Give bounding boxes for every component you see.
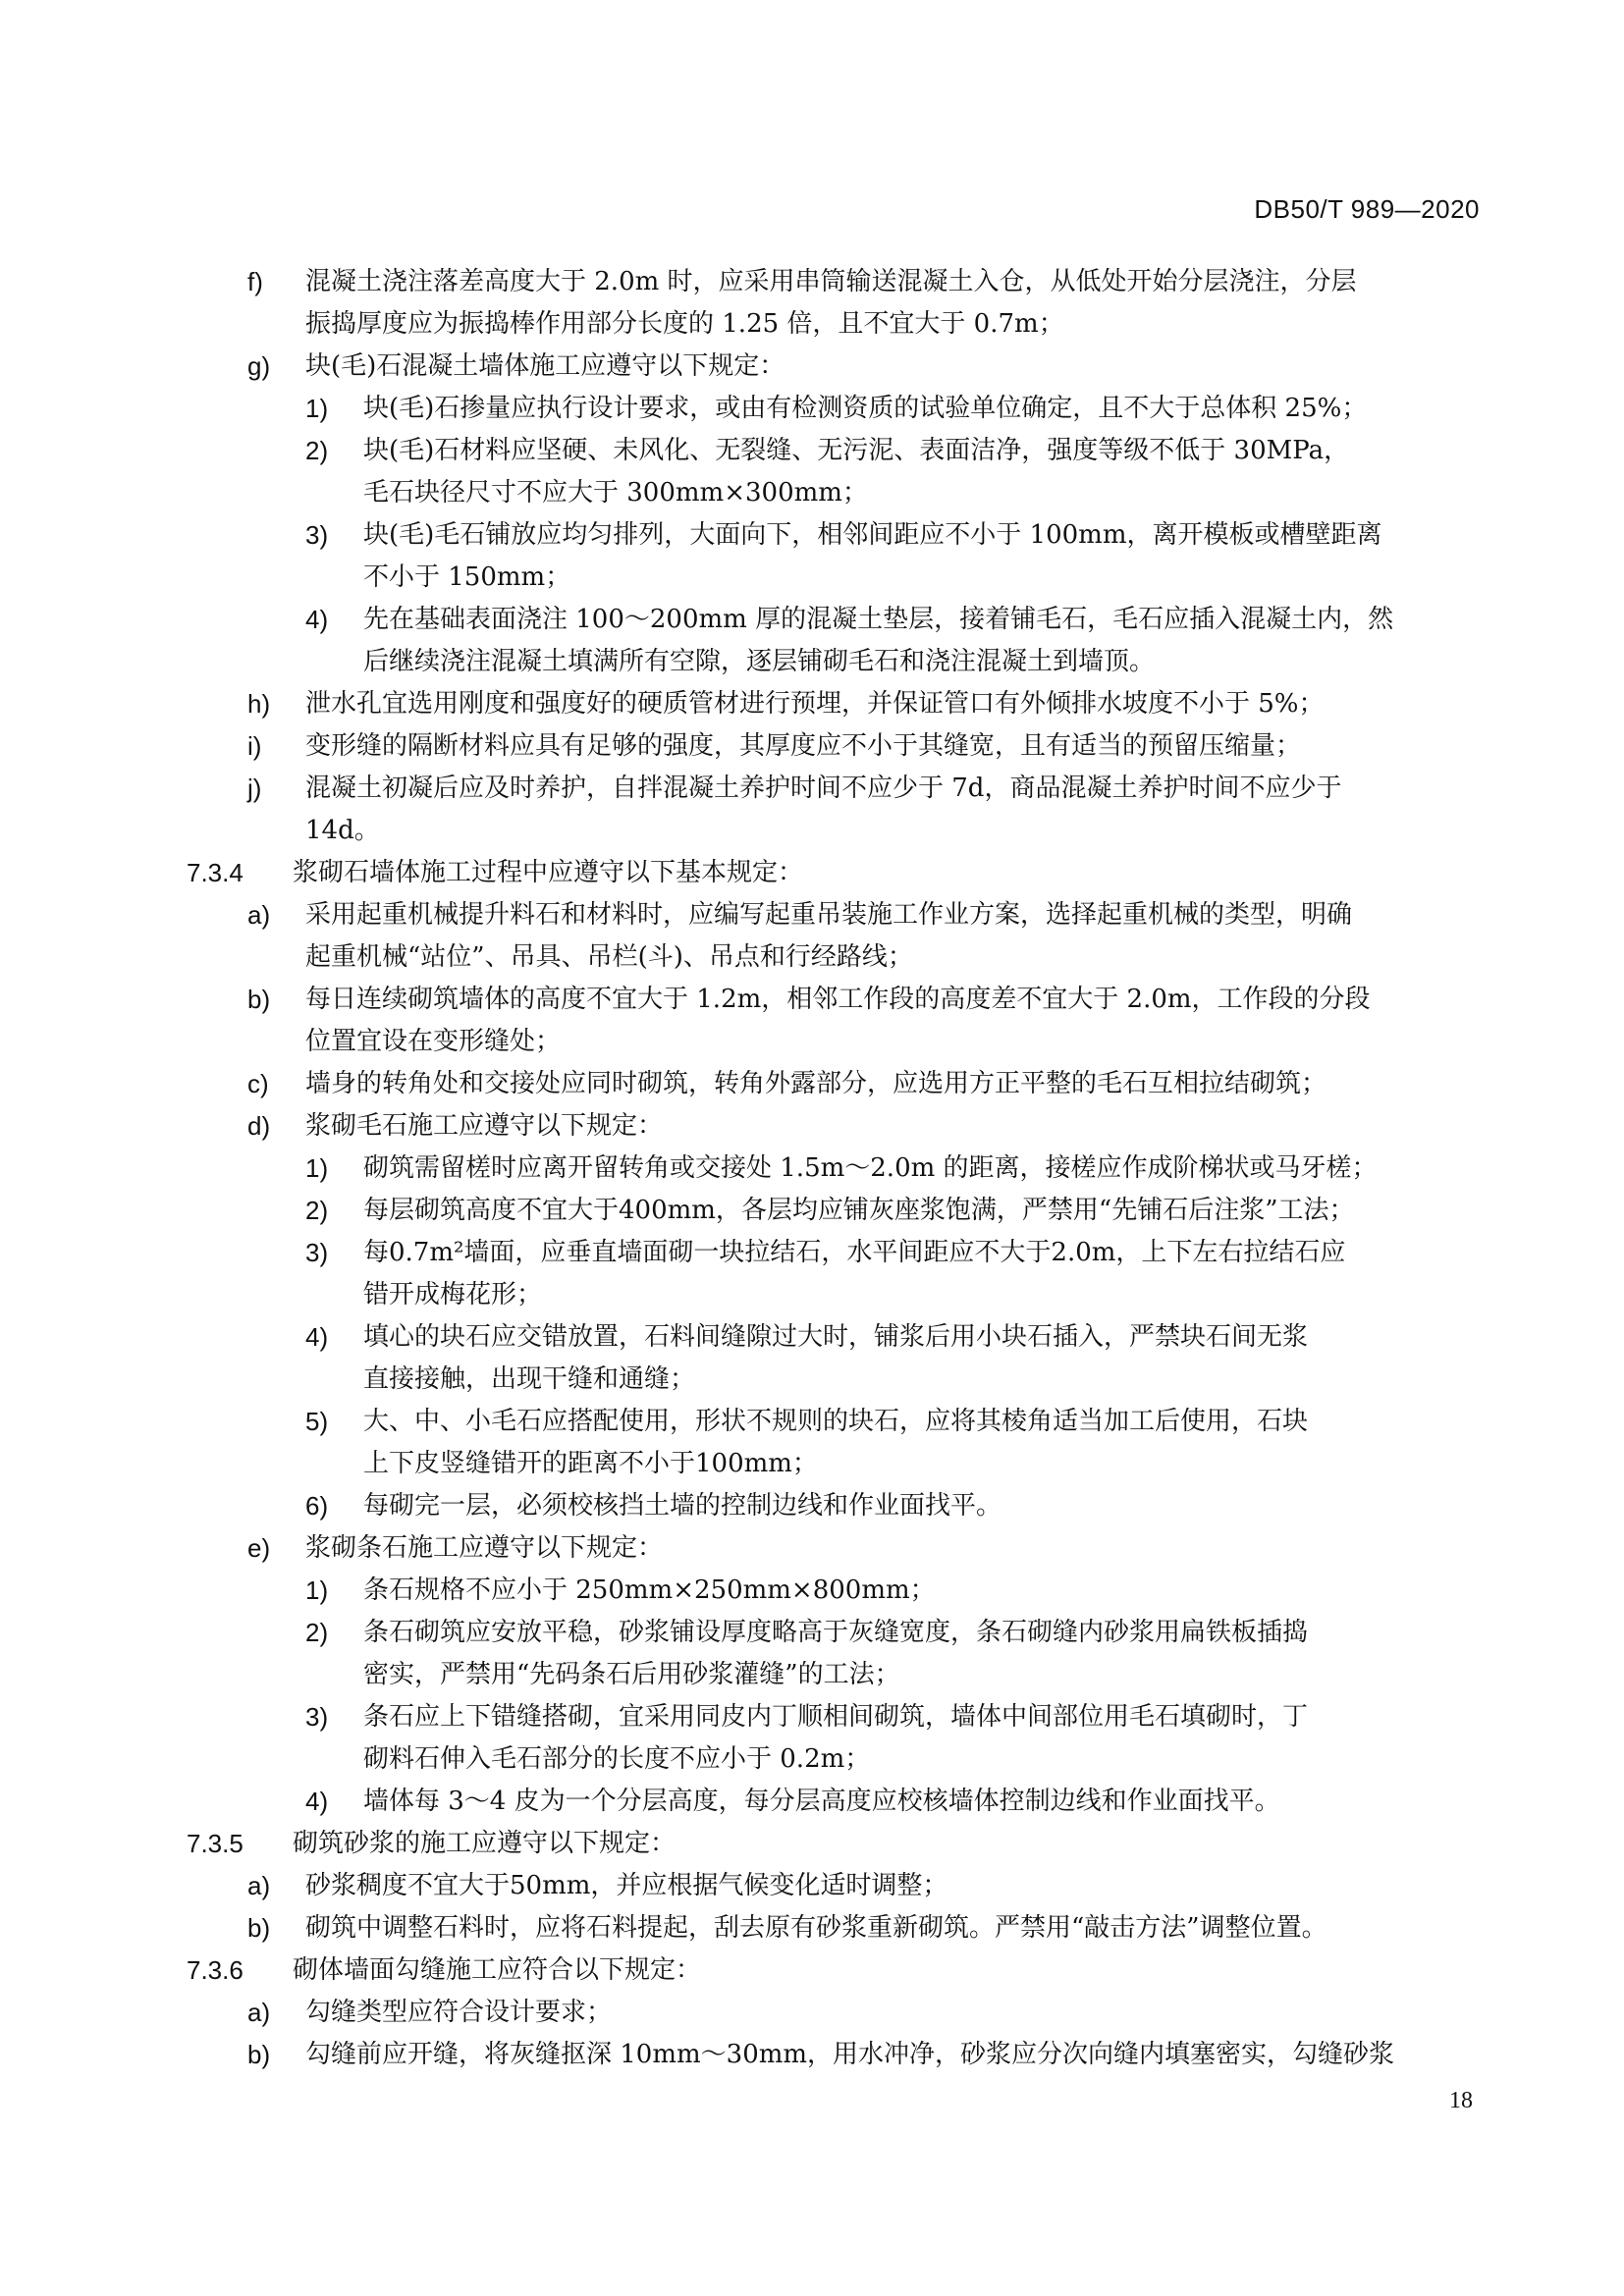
item-marker: c) [247,1069,269,1098]
item-text: 勾缝类型应符合设计要求； [305,1998,613,2027]
item-text: 每0.7m²墙面，应垂直墙面砌一块拉结石，水平间距应不大于2.0m，上下左右拉结石应 [363,1238,1346,1267]
item-text: 先在基础表面浇注 100～200mm 厚的混凝土垫层，接着铺毛石，毛石应插入混凝土内，然 [363,605,1394,634]
item-marker: 1) [305,1575,329,1605]
item-text: 块(毛)毛石铺放应均匀排列，大面向下，相邻间距应不小于 100mm，离开模板或槽壁距离 [363,520,1382,550]
item-marker: 5) [305,1407,329,1436]
sub-item-line [187,1781,1483,1823]
list-item-line [187,1907,1483,1949]
item-text: 毛石块径尺寸不应大于 300mm×300mm； [363,478,868,507]
list-item-line [187,810,1483,852]
item-text: 块(毛)石混凝土墙体施工应遵守以下规定： [305,351,785,381]
item-marker: e) [247,1533,271,1563]
item-marker: h) [247,689,271,719]
item-marker: 3) [305,1238,329,1267]
clause-number: 7.3.4 [187,858,244,887]
item-text: 墙身的转角处和交接处应同时砌筑，转角外露部分，应选用方正平整的毛石互相拉结砌筑； [305,1069,1327,1098]
item-marker: d) [247,1111,271,1141]
clause-number: 7.3.5 [187,1829,244,1858]
sub-item-line [187,430,1483,472]
item-text: 起重机械“站位”、吊具、吊栏(斗)、吊点和行经路线； [305,942,913,972]
sub-item-line [187,1654,1483,1696]
sub-item-line [187,1443,1483,1485]
item-text: 不小于 150mm； [363,562,571,592]
item-marker: i) [247,731,262,761]
sub-item-line [187,1612,1483,1654]
item-marker: 2) [305,1618,329,1647]
item-text: 每层砌筑高度不宜大于400mm，各层均应铺灰座浆饱满，严禁用“先铺石后注浆”工法； [363,1196,1355,1225]
item-marker: 3) [305,520,329,550]
sub-item-line [187,1190,1483,1232]
item-text: 块(毛)石掺量应执行设计要求，或由有检测资质的试验单位确定，且不大于总体积 25%； [363,394,1368,423]
item-marker: 4) [305,1322,329,1352]
list-item-line [187,303,1483,346]
clause-line [187,1949,1483,1992]
item-marker: b) [247,2040,271,2069]
item-text: 条石规格不应小于 250mm×250mm×800mm； [363,1575,936,1605]
item-text: 大、中、小毛石应搭配使用，形状不规则的块石，应将其棱角适当加工后使用，石块 [363,1407,1309,1436]
item-text: 砌筑需留槎时应离开留转角或交接处 1.5m～2.0m 的距离，接槎应作成阶梯状或马牙槎； [363,1153,1378,1183]
item-text: 位置宜设在变形缝处； [305,1027,562,1056]
item-marker: a) [247,1871,271,1900]
item-text: 砌体墙面勾缝施工应符合以下规定： [293,1955,702,1985]
item-marker: 6) [305,1491,329,1521]
item-text: 错开成梅花形； [363,1280,543,1309]
item-marker: j) [247,774,262,803]
clause-line [187,852,1483,894]
item-text: 每日连续砌筑墙体的高度不宜大于 1.2m，相邻工作段的高度差不宜大于 2.0m，工作段的分段 [305,985,1371,1014]
sub-item-line [187,599,1483,641]
item-marker: 2) [305,436,329,465]
item-text: 直接接触，出现干缝和通缝； [363,1364,696,1394]
item-text: 填心的块石应交错放置，石料间缝隙过大时，铺浆后用小块石插入，严禁块石间无浆 [363,1322,1309,1352]
item-marker: g) [247,351,271,381]
item-text: 浆砌条石施工应遵守以下规定： [305,1533,664,1563]
sub-item-line [187,1232,1483,1274]
sub-item-line [187,557,1483,599]
list-item-line [187,936,1483,979]
item-marker: 1) [305,394,329,423]
sub-item-line [187,1148,1483,1190]
item-marker: b) [247,985,271,1014]
item-text: 条石砌筑应安放平稳，砂浆铺设厚度略高于灰缝宽度，条石砌缝内砂浆用扁铁板插捣 [363,1618,1309,1647]
list-item-line [187,683,1483,725]
item-marker: 1) [305,1153,329,1183]
item-marker: f) [247,267,263,296]
list-item-line [187,979,1483,1021]
item-text: 混凝土浇注落差高度大于 2.0m 时，应采用串筒输送混凝土入仓，从低处开始分层浇注，分层 [305,267,1357,296]
list-item-line [187,1021,1483,1063]
list-item-line [187,768,1483,810]
list-item-line [187,1105,1483,1148]
sub-item-line [187,1359,1483,1401]
sub-item-line [187,641,1483,683]
item-text: 14d。 [305,816,380,845]
list-item-line [187,261,1483,303]
item-text: 勾缝前应开缝，将灰缝抠深 10mm～30mm，用水冲净，砂浆应分次向缝内填塞密实，勾缝砂浆 [305,2040,1395,2069]
sub-item-line [187,388,1483,430]
clause-line [187,1823,1483,1865]
item-marker: a) [247,1998,271,2027]
item-marker: 4) [305,605,329,634]
sub-item-line [187,1401,1483,1443]
item-text: 浆砌毛石施工应遵守以下规定： [305,1111,664,1141]
list-item-line [187,346,1483,388]
clause-number: 7.3.6 [187,1955,244,1985]
list-item-line [187,1865,1483,1907]
item-text: 砌筑砂浆的施工应遵守以下规定： [293,1829,677,1858]
item-text: 浆砌石墙体施工过程中应遵守以下基本规定： [293,858,804,887]
item-text: 泄水孔宜选用刚度和强度好的硬质管材进行预埋，并保证管口有外倾排水坡度不小于 5%； [305,689,1325,719]
document-code: DB50/T 989—2020 [1254,194,1480,224]
list-item-line [187,1527,1483,1570]
item-marker: 3) [305,1702,329,1732]
item-text: 砌料石伸入毛石部分的长度不应小于 0.2m； [363,1744,871,1774]
list-item-line [187,1063,1483,1105]
sub-item-line [187,472,1483,514]
item-text: 每砌完一层，必须校核挡土墙的控制边线和作业面找平。 [363,1491,1002,1521]
item-text: 采用起重机械提升料石和材料时，应编写起重吊装施工作业方案，选择起重机械的类型，明确 [305,900,1353,930]
item-text: 变形缝的隔断材料应具有足够的强度，其厚度应不小于其缝宽，且有适当的预留压缩量； [305,731,1302,761]
page-number: 18 [1449,2088,1473,2113]
item-marker: 2) [305,1196,329,1225]
item-marker: b) [247,1913,271,1943]
item-text: 上下皮竖缝错开的距离不小于100mm； [363,1449,818,1478]
list-item-line [187,2034,1483,2076]
list-item-line [187,894,1483,936]
item-text: 振捣厚度应为振捣棒作用部分长度的 1.25 倍，且不宜大于 0.7m； [305,309,1064,339]
item-text: 块(毛)石材料应坚硬、未风化、无裂缝、无污泥、表面洁净，强度等级不低于 30MPa， [363,436,1350,465]
sub-item-line [187,1570,1483,1612]
item-text: 密实，严禁用“先码条石后用砂浆灌缝”的工法； [363,1660,900,1689]
item-marker: a) [247,900,271,930]
item-text: 砂浆稠度不宜大于50mm，并应根据气候变化适时调整； [305,1871,948,1900]
item-text: 后继续浇注混凝土填满所有空隙，逐层铺砌毛石和浇注混凝土到墙顶。 [363,647,1156,676]
sub-item-line [187,1696,1483,1738]
item-text: 砌筑中调整石料时，应将石料提起，刮去原有砂浆重新砌筑。严禁用“敲击方法”调整位置。 [305,1913,1327,1943]
body-text [187,261,1483,2076]
item-text: 条石应上下错缝搭砌，宜采用同皮内丁顺相间砌筑，墙体中间部位用毛石填砌时，丁 [363,1702,1309,1732]
sub-item-line [187,514,1483,557]
list-item-line [187,725,1483,768]
item-text: 墙体每 3～4 皮为一个分层高度，每分层高度应校核墙体控制边线和作业面找平。 [363,1787,1280,1816]
sub-item-line [187,1274,1483,1316]
item-marker: 4) [305,1787,329,1816]
sub-item-line [187,1485,1483,1527]
list-item-line [187,1992,1483,2034]
item-text: 混凝土初凝后应及时养护，自拌混凝土养护时间不应少于 7d，商品混凝土养护时间不应少于 [305,774,1342,803]
sub-item-line [187,1738,1483,1781]
sub-item-line [187,1316,1483,1359]
